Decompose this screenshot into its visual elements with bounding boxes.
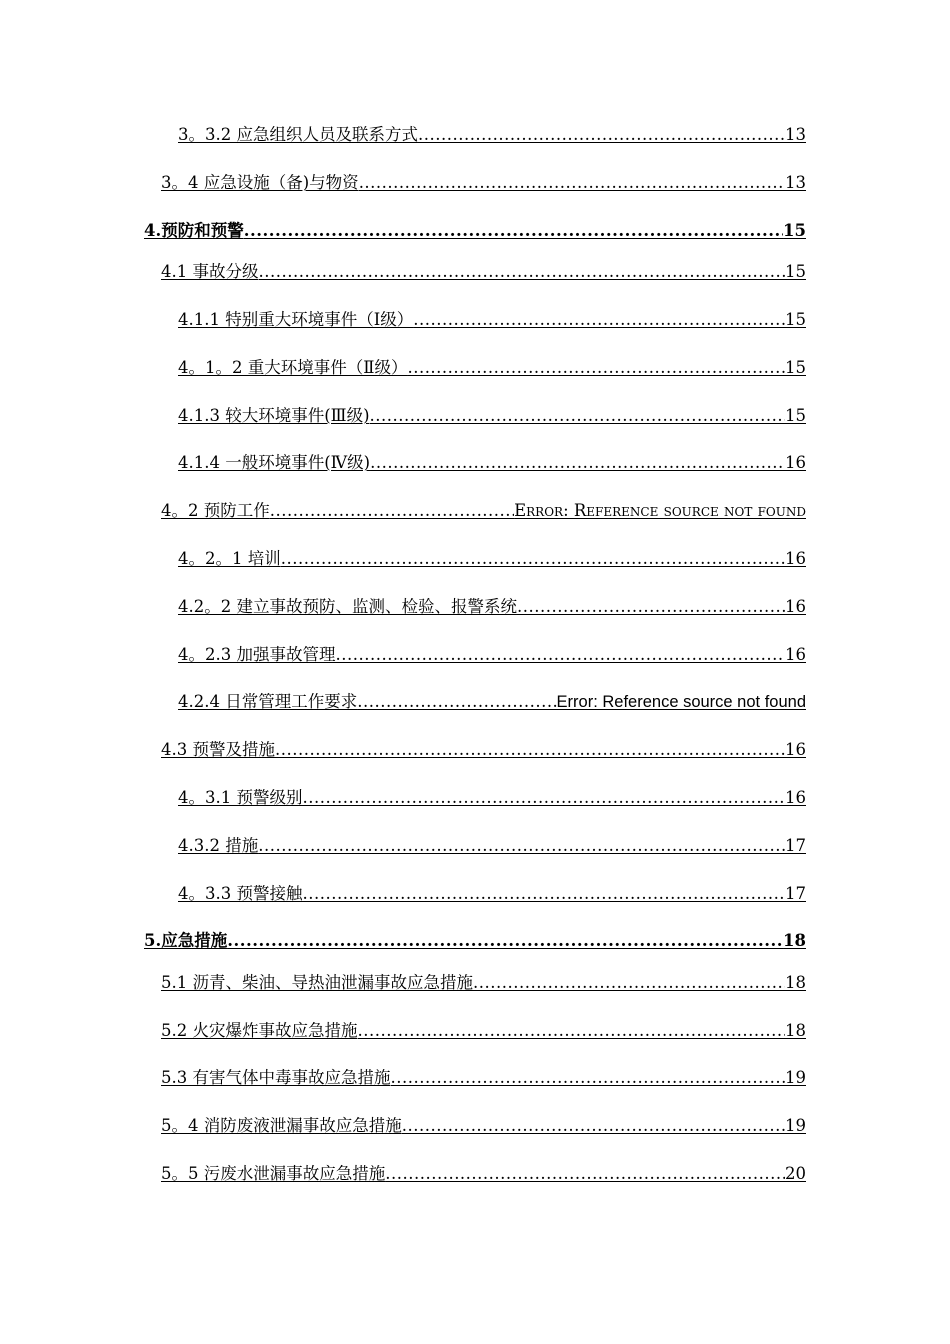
toc-entry-label: 4。3.1 预警级别	[178, 788, 303, 807]
toc-entry-3-4[interactable]	[161, 173, 806, 193]
toc-dot-leader	[402, 1116, 785, 1136]
toc-entry-5-3[interactable]	[161, 1068, 806, 1088]
toc-entry-page: 15	[785, 310, 806, 329]
toc-entry-4-2-4[interactable]	[178, 692, 806, 712]
toc-entry-4-1-1[interactable]	[178, 310, 806, 330]
toc-dot-leader	[358, 1021, 786, 1041]
toc-dot-leader	[517, 597, 785, 617]
toc-dot-leader	[359, 173, 785, 193]
toc-entry-label: 4.1 事故分级	[161, 262, 259, 281]
toc-entry-page-error: Error: Reference source not found	[514, 501, 806, 520]
toc-entry-page: 15	[785, 358, 806, 377]
toc-entry-label: 4。2。1 培训	[178, 549, 281, 568]
toc-entry-label: 4.3 预警及措施	[161, 740, 275, 759]
toc-dot-leader	[244, 221, 783, 241]
toc-entry-page: 16	[785, 645, 806, 664]
toc-entry-4-3-3[interactable]	[178, 884, 806, 904]
toc-entry-page: 19	[785, 1068, 806, 1087]
toc-entry-5-4[interactable]	[161, 1116, 806, 1136]
toc-entry-4-1[interactable]	[161, 262, 806, 282]
toc-entry-page: 16	[785, 549, 806, 568]
toc-entry-page: 19	[785, 1116, 806, 1135]
toc-entry-4-1-3[interactable]	[178, 406, 806, 426]
toc-entry-5-1[interactable]	[161, 973, 806, 993]
toc-entry-page: 15	[783, 221, 806, 240]
toc-dot-leader	[335, 645, 785, 665]
toc-entry-label: 5.应急措施	[144, 931, 228, 950]
toc-entry-4-1-4[interactable]	[178, 453, 806, 473]
toc-entry-page: 17	[785, 884, 806, 903]
toc-entry-label: 4.1.4 一般环境事件(Ⅳ级)	[178, 453, 371, 472]
toc-dot-leader	[302, 788, 785, 808]
toc-entry-label: 4.2.4 日常管理工作要求	[178, 692, 358, 711]
toc-entry-page: 17	[785, 836, 806, 855]
toc-entry-label: 4.1.1 特别重大环境事件（Ⅰ级）	[178, 310, 414, 329]
toc-entry-4-2-3[interactable]	[178, 645, 806, 665]
toc-entry-4-2-2[interactable]	[178, 597, 806, 617]
toc-entry-page: 20	[785, 1164, 806, 1183]
toc-entry-label: 5.2 火灾爆炸事故应急措施	[161, 1021, 358, 1040]
toc-dot-leader	[302, 884, 785, 904]
toc-entry-page: 15	[785, 406, 806, 425]
toc-entry-label: 4。3.3 预警接触	[178, 884, 303, 903]
toc-entry-label: 4。1。2 重大环境事件（Ⅱ级）	[178, 358, 408, 377]
toc-entry-3-3-2[interactable]	[178, 125, 806, 145]
toc-dot-leader	[370, 453, 785, 473]
toc-dot-leader	[473, 973, 785, 993]
toc-entry-page: 13	[785, 173, 806, 192]
toc-entry-label: 5.1 沥青、柴油、导热油泄漏事故应急措施	[161, 973, 473, 992]
toc-dot-leader	[281, 549, 785, 569]
toc-dot-leader	[407, 358, 785, 378]
toc-entry-page: 18	[785, 973, 806, 992]
toc-dot-leader	[275, 740, 785, 760]
toc-entry-4[interactable]	[144, 221, 806, 241]
toc-entry-label: 3。4 应急设施（备)与物资	[161, 173, 359, 192]
toc-dot-leader	[413, 310, 785, 330]
toc-entry-label: 3。3.2 应急组织人员及联系方式	[178, 125, 418, 144]
toc-entry-label: 4。2.3 加强事故管理	[178, 645, 336, 664]
toc-entry-4-2-1[interactable]	[178, 549, 806, 569]
toc-entry-label: 4.1.3 较大环境事件(Ⅲ级)	[178, 406, 370, 425]
toc-dot-leader	[258, 836, 785, 856]
toc-entry-4-3-2[interactable]	[178, 836, 806, 856]
toc-dot-leader	[385, 1164, 785, 1184]
toc-dot-leader	[259, 262, 786, 282]
toc-dot-leader	[391, 1068, 786, 1088]
toc-entry-label: 4.3.2 措施	[178, 836, 259, 855]
toc-entry-page: 18	[785, 1021, 806, 1040]
toc-entry-4-3-1[interactable]	[178, 788, 806, 808]
toc-entry-label: 4.预防和预警	[144, 221, 244, 240]
toc-entry-page-error: Error: Reference source not found	[556, 693, 806, 711]
toc-entry-page: 15	[785, 262, 806, 281]
toc-entry-5-2[interactable]	[161, 1021, 806, 1041]
toc-entry-label: 5.3 有害气体中毒事故应急措施	[161, 1068, 391, 1087]
toc-entry-4-3[interactable]	[161, 740, 806, 760]
toc-entry-4-2[interactable]	[161, 501, 806, 521]
toc-dot-leader	[270, 501, 514, 521]
toc-entry-page: 16	[785, 597, 806, 616]
toc-entry-page: 13	[785, 125, 806, 144]
toc-dot-leader	[227, 931, 783, 951]
toc-entry-label: 5。5 污废水泄漏事故应急措施	[161, 1164, 386, 1183]
toc-entry-page: 18	[783, 931, 806, 950]
toc-entry-page: 16	[785, 788, 806, 807]
toc-entry-label: 4.2。2 建立事故预防、监测、检验、报警系统	[178, 597, 517, 616]
toc-entry-page: 16	[785, 740, 806, 759]
toc-entry-label: 4。2 预防工作	[161, 501, 270, 520]
toc-dot-leader	[370, 406, 785, 426]
toc-dot-leader	[357, 692, 556, 712]
toc-entry-5-5[interactable]	[161, 1164, 806, 1184]
toc-entry-5[interactable]	[144, 931, 806, 951]
toc-dot-leader	[418, 125, 785, 145]
toc-entry-4-1-2[interactable]	[178, 358, 806, 378]
toc-entry-label: 5。4 消防废液泄漏事故应急措施	[161, 1116, 402, 1135]
toc-entry-page: 16	[785, 453, 806, 472]
